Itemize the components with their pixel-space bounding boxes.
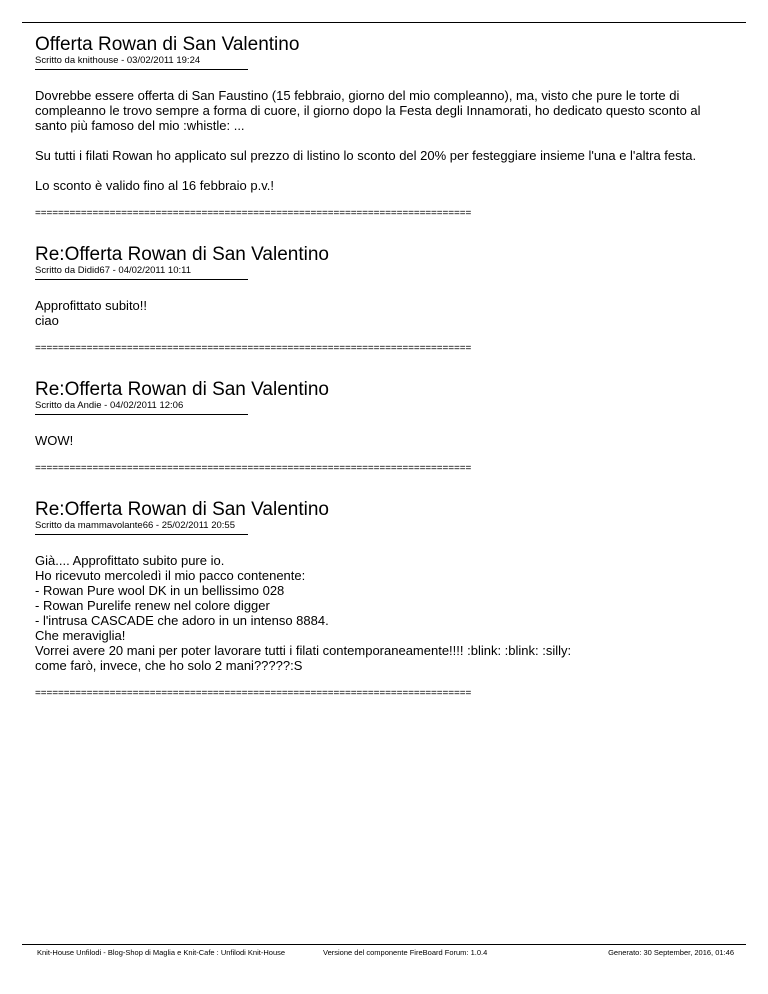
post-separator: ============================================================================	[35, 208, 472, 219]
post-paragraph: Su tutti i filati Rowan ho applicato sul prezzo di listino lo sconto del 20% per festeggiare insieme l'una e l'altra festa.	[35, 148, 697, 163]
footer-rule	[22, 944, 746, 945]
post	[35, 244, 725, 354]
post-meta: Scritto da Didid67 - 04/02/2011 10:11	[35, 265, 191, 276]
post-paragraph: WOW!	[35, 433, 74, 448]
thread-content	[35, 34, 725, 699]
post-paragraph: Approfittato subito!! ciao	[35, 298, 148, 328]
post	[35, 499, 725, 699]
post-meta: Scritto da Andie - 04/02/2011 12:06	[35, 400, 184, 411]
footer-version: Versione del componente FireBoard Forum: 1.0.4	[323, 948, 488, 957]
post-body	[35, 433, 725, 448]
post-body	[35, 298, 725, 328]
post	[35, 34, 725, 219]
post-paragraph: Lo sconto è valido fino al 16 febbraio p.v.!	[35, 178, 274, 193]
meta-rule	[35, 534, 248, 535]
meta-rule	[35, 414, 248, 415]
post-separator: ============================================================================	[35, 463, 472, 474]
post-title: Re:Offerta Rowan di San Valentino	[35, 244, 329, 265]
post-title: Re:Offerta Rowan di San Valentino	[35, 499, 329, 520]
top-rule	[22, 22, 746, 23]
post-body	[35, 553, 725, 673]
footer-site-name: Knit-House Unfilodi - Blog-Shop di Maglia e Knit-Cafe : Unfilodi Knit-House	[37, 948, 286, 957]
post-meta: Scritto da knithouse - 03/02/2011 19:24	[35, 55, 201, 66]
post-separator: ============================================================================	[35, 343, 472, 354]
post-paragraph: Già.... Approfittato subito pure io. Ho ricevuto mercoledì il mio pacco contenente: - Rowan Pure wool DK in un bellissimo 028 - Rowan Purelife renew nel colore digger - l'intrusa CASCADE che adoro in un intenso 8884. Che meraviglia! Vorrei avere 20 mani per poter lavorare tutti i filati contemporaneamente!!!! :blink: :blink: :silly: come farò, invece, che ho solo 2 mani?????:S	[35, 553, 572, 673]
post-body	[35, 88, 725, 193]
footer-generated-date: Generato: 30 September, 2016, 01:46	[608, 948, 734, 957]
meta-rule	[35, 279, 248, 280]
post-paragraph: Dovrebbe essere offerta di San Faustino (15 febbraio, giorno del mio compleanno), ma, visto che pure le torte di compleanno le trovo sempre a forma di cuore, il giorno dopo la Festa degli Innamorati, ho dedicato questo sconto al santo più famoso del mio :whistle: ...	[35, 88, 701, 133]
meta-rule	[35, 69, 248, 70]
post-meta: Scritto da mammavolante66 - 25/02/2011 20:55	[35, 520, 235, 531]
post-separator: ============================================================================	[35, 688, 472, 699]
post	[35, 379, 725, 474]
post-title: Offerta Rowan di San Valentino	[35, 34, 300, 55]
post-title: Re:Offerta Rowan di San Valentino	[35, 379, 329, 400]
